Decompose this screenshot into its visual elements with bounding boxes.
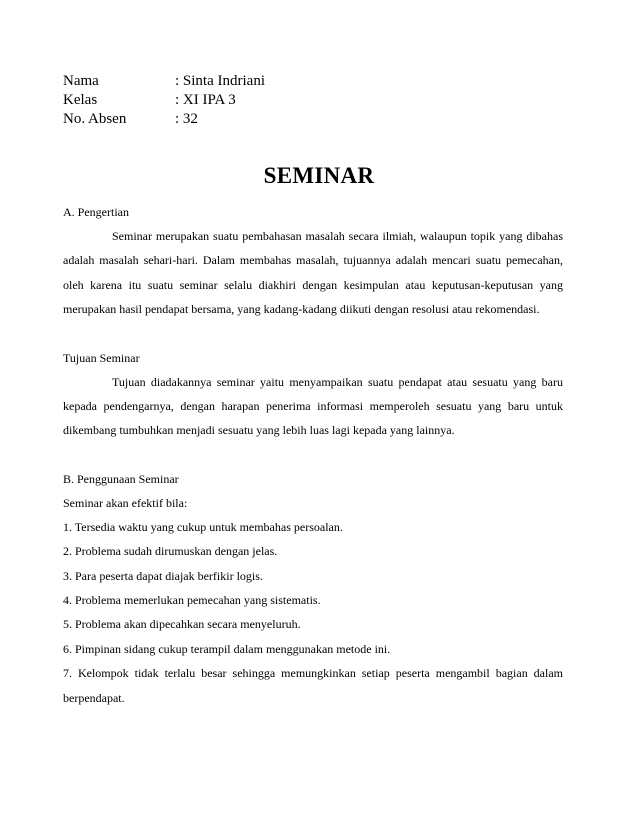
info-label: No. Absen xyxy=(63,111,127,127)
info-label: Nama xyxy=(63,73,99,89)
info-row-class xyxy=(63,91,265,110)
info-value: : XI IPA 3 xyxy=(175,92,236,108)
list-item: 7. Kelompok tidak terlalu besar sehingga memungkinkan setiap peserta mengambil bagian dalam berpendapat. xyxy=(63,666,563,705)
spacer xyxy=(63,443,563,467)
conditions-list xyxy=(63,515,563,710)
student-info xyxy=(63,72,265,129)
section-heading-pengertian: A. Pengertian xyxy=(63,205,129,219)
list-item: 4. Problema memerlukan pemecahan yang sistematis. xyxy=(63,593,321,608)
spacer xyxy=(63,322,563,346)
list-item: 5. Problema akan dipecahkan secara menyeluruh. xyxy=(63,617,301,632)
list-item: 1. Tersedia waktu yang cukup untuk membahas persoalan. xyxy=(63,519,343,534)
section-heading-penggunaan: B. Penggunaan Seminar xyxy=(63,471,179,486)
info-row-name xyxy=(63,72,265,91)
list-item: 6. Pimpinan sidang cukup terampil dalam menggunakan metode ini. xyxy=(63,641,391,656)
document-body xyxy=(63,200,563,710)
info-value: : Sinta Indriani xyxy=(175,73,265,89)
document-title: SEMINAR xyxy=(263,163,375,188)
info-label: Kelas xyxy=(63,92,98,108)
info-row-number xyxy=(63,110,265,129)
list-item: 3. Para peserta dapat diajak berfikir logis. xyxy=(63,568,263,583)
info-value: : 32 xyxy=(175,111,198,127)
paragraph-pengertian: Seminar merupakan suatu pembahasan masalah secara ilmiah, walaupun topik yang dibahas adalah masalah sehari-hari. Dalam membahas masalah, tujuannya adalah mencari suatu pemecahan, oleh karena itu suatu seminar selalu diakhiri dengan kesimpulan atau keputusan-keputusan yang merupakan hasil pendapat bersama, yang kadang-kadang diikuti dengan resolusi atau rekomendasi. xyxy=(63,229,563,317)
paragraph-tujuan: Tujuan diadakannya seminar yaitu menyampaikan suatu pendapat atau sesuatu yang baru kepada pendengarnya, dengan harapan penerima informasi memperoleh sesuatu yang baru untuk dikembang tumbuhkan menjadi sesuatu yang lebih luas lagi kepada yang lainnya. xyxy=(63,374,563,438)
list-item: 2. Problema sudah dirumuskan dengan jelas. xyxy=(63,544,278,559)
section-heading-tujuan: Tujuan Seminar xyxy=(63,350,140,365)
list-intro: Seminar akan efektif bila: xyxy=(63,495,188,510)
